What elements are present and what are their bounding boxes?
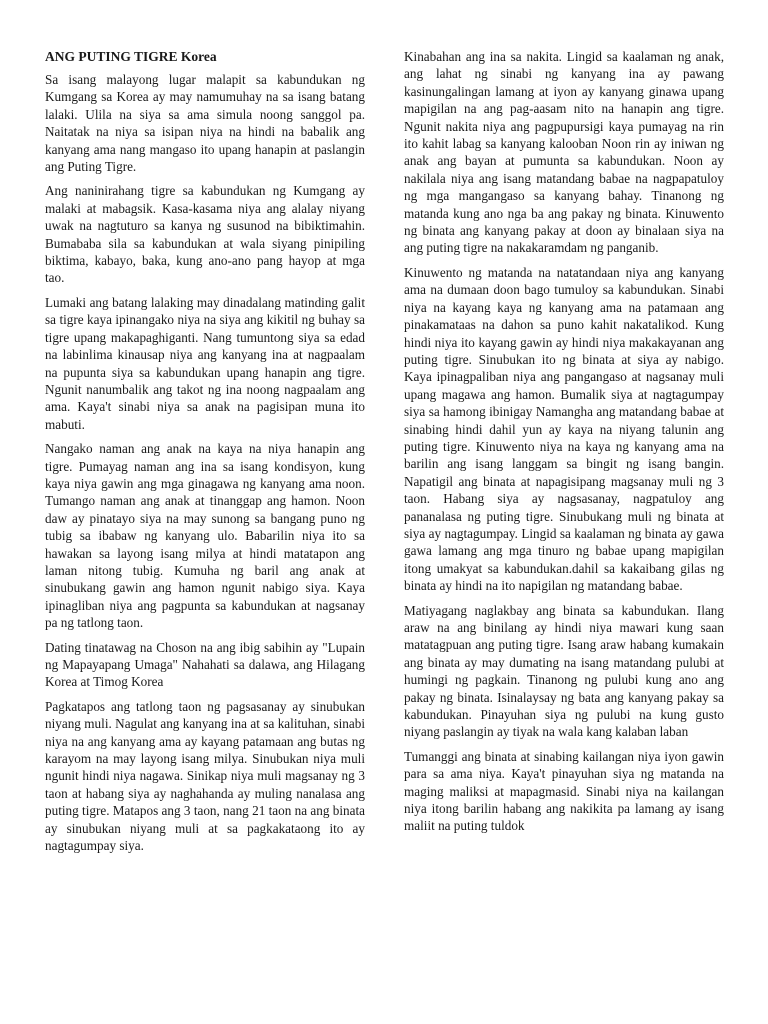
paragraph: Dating tinatawag na Choson na ang ibig sabihin ay "Lupain ng Mapayapang Umaga" Nahahati sa dalawa, ang Hilagang Korea at Timog Korea: [45, 639, 365, 690]
paragraph: Sa isang malayong lugar malapit sa kabundukan ng Kumgang sa Korea ay may namumuhay na sa isang batang lalaki. Ulila na siya sa ama simula noong sanggol pa. Naitatak na niya sa isipan niya na hindi na babalik ang kanyang ama nang mangaso ito upang hanapin at paslangin ang Puting Tigre.: [45, 72, 365, 175]
left-column: [45, 48, 365, 854]
paragraph: Tumanggi ang binata at sinabing kailangan niya iyon gawin para sa ama niya. Kaya't pinayuhan siya ng matanda na maging maliksi at mapagmasid. Sinabi niya na kailangan niya itong barilin habang ang nakikita pa lamang ay isang maliit na puting tuldok: [404, 748, 724, 834]
paragraph: Matiyagang naglakbay ang binata sa kabundukan. Ilang araw na ang binilang ay hindi niya mawari kung saan matatagpuan ang puting tigre. Isang araw habang kumakain ang binata ay may dumating na isang matandang pulubi at humingi ng pagkain. Tinanong ng pulubi kung ano ang pakay ng binata. Isinalaysay ng bata ang kanyang pakay sa kabundukan. Pinayuhan siya ng pulubi na kung gusto niyang paslangin ay tiyak na wala kang kalaban laban: [404, 602, 724, 740]
story-title: ANG PUTING TIGRE Korea: [45, 49, 217, 64]
paragraph: Ang naninirahang tigre sa kabundukan ng Kumgang ay malaki at mabagsik. Kasa-kasama niya ang alalay niyang uwak na nagtuturo sa kanya ng susunod na bibiktimahin. Bumababa sila sa kabundukan at wala siyang pinipiling biktima, kabayo, baka, kung ano-ano pang hayop at mga tao.: [45, 183, 365, 286]
right-column: [404, 48, 724, 835]
paragraph: Nangako naman ang anak na kaya na niya hanapin ang tigre. Pumayag naman ang ina sa isang kondisyon, kung kaya niya gawin ang mga ginagawa ng kanyang ama noon. Tumango naman ang anak at tinanggap ang hamon. Noon daw ay pinatayo siya na may sunong sa bangang puno ng tubig sa ibabaw ng kanyang ulo. Babarilin niya ito sa hawakan sa layong isang milya at hindi matatapon ang laman nitong tubig. Kumuha ng baril ang anak at sinubukang gawin ang hamon ngunit nabigo siya. Kaya ipinagliban niya ang pagpunta sa kabundukan at nagsanay pa ng tatlong taon.: [45, 441, 365, 631]
paragraph: Kinuwento ng matanda na natatandaan niya ang kanyang ama na dumaan doon bago tumuloy sa kabundukan. Sinabi niya na kayang kaya ng kanyang ama na patamaan ang pinakamataas na dahon sa puno kahit nakatalikod. Kung hindi niya ito kayang gawin ay hindi niya makakayanan ang puting tigre. Sinubukan ito ng binata at siya ay nabigo. Kaya ipinagpaliban niya ang pangangaso at nagsanay muli upang magawa ang hamon. Bumalik siya at nagtagumpay siya sa hamong ibinigay Namangha ang matandang babae at sinabing hindi dahil yun ay kaya na niyang talunin ang puting tigre. Kinuwento niya na kaya ng kanyang ama na barilin ang isang langgam sa bingit ng isang bangin. Napatigil ang binata at napagisipang magsanay muli ng 3 taon. Habang siya ay nagsasanay, nagpatuloy ang pananalasa ng puting tigre. Sinubukang muli ng binata at siya ay nagtagumpay. Lingid sa kaalaman ng binata ay gawa gawa lamang ang mga tinuro ng babae upang mapigilan itong umakyat sa kabundukan.dahil sa kakaibang gilas ng binata ay hindi na ito napigilan ng matandang babae.: [404, 264, 724, 594]
paragraph: Kinabahan ang ina sa nakita. Lingid sa kaalaman ng anak, ang lahat ng sinabi ng kanyang ina ay pawang kasinungalingan lamang at iyon ay kanyang ginawa upang mapigilan na ang pag-aasam nito na hanapin ang tigre. Ngunit nakita niya ang pagpupursigi kaya pumayag na rin ito kahit labag sa kanyang kalooban Noon rin ay iniwan ng anak ang bayan at pumunta sa kabundukan. Noon ay nakilala niya ang isang matandang babae na nagpapatuloy ng mga mangangaso sa kanyang bahay. Tinanong ng matanda kung ano nga ba ang pakay ng binata. Kinuwento ng binata ang kanyang pakay at doon ay binalaan siya na ang puting tigre na nakakaramdam ng panganib.: [404, 49, 724, 256]
paragraph: Pagkatapos ang tatlong taon ng pagsasanay ay sinubukan niyang muli. Nagulat ang kanyang ina at sa kalituhan, sinabi niya na ang kanyang ama ay kayang patamaan ang butas ng karayom na may layong isang milya. Sinubukan niya muli ngunit hindi niya nagawa. Sinikap niya muli magsanay ng 3 taon at habang siya ay naghahanda ay muling nanalasa ang puting tigre. Matapos ang 3 taon, nang 21 taon na ang binata ay sinubukan niyang muli at sa pagkakataong ito ay nagtagumpay siya.: [45, 698, 365, 854]
paragraph: Lumaki ang batang lalaking may dinadalang matinding galit sa tigre kaya ipinangako niya na siya ang kikitil ng buhay sa tigre upang makapaghiganti. Nang tumuntong siya sa edad na labinlima kinausap niya ang kanyang ina at nagpaalam na pupunta siya sa kabundukan upang hanapin ang tigre. Ngunit nanumbalik ang takot ng ina noong nagpaalam ang ama. Kaya't sinabi niya sa anak na pagisipan muna ito mabuti.: [45, 294, 365, 432]
